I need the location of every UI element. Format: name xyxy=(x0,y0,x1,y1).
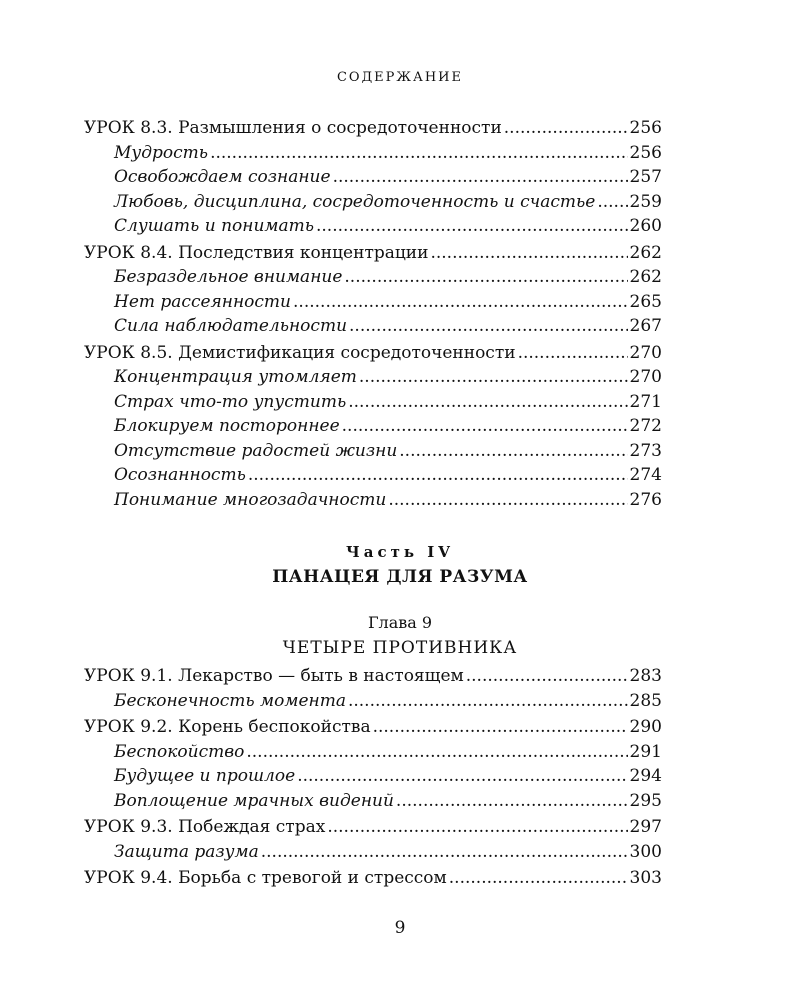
toc-leader-dots xyxy=(597,190,627,215)
toc-page-number: 270 xyxy=(629,367,662,387)
toc-subentry[interactable] xyxy=(84,165,662,190)
toc-lesson-entry[interactable] xyxy=(84,866,662,891)
page-number: 9 xyxy=(394,918,406,938)
toc-page-number: 267 xyxy=(629,316,662,336)
toc-subentry[interactable] xyxy=(84,214,662,239)
part-title: ПАНАЦЕЯ ДЛЯ РАЗУМА xyxy=(272,567,528,587)
toc-entry-title: Защита разума xyxy=(114,841,259,862)
toc-entry-title: Страх что-то упустить xyxy=(114,391,347,412)
toc-leader-dots xyxy=(388,488,627,513)
toc-entry-title: Освобождаем сознание xyxy=(114,167,331,187)
toc-lesson-entry[interactable] xyxy=(84,815,662,840)
toc-entry-title: Беспокойство xyxy=(114,741,245,762)
toc-leader-dots xyxy=(333,165,628,190)
toc-subentry[interactable] xyxy=(84,190,662,215)
toc-page-number: 256 xyxy=(629,142,662,163)
toc-page-number: 256 xyxy=(629,118,662,138)
toc-entry-title: Бесконечность момента xyxy=(114,690,346,711)
toc-page-number: 273 xyxy=(629,440,662,461)
toc-page-number: 291 xyxy=(629,741,662,762)
toc-page-number: 262 xyxy=(629,267,662,287)
toc-entry-title: УРОК 8.5. Демистификация сосредоточенности xyxy=(84,342,516,363)
chapter-label: Глава 9 xyxy=(367,613,433,632)
toc-leader-dots xyxy=(293,290,628,315)
toc-entry-title: УРОК 9.4. Борьба с тревогой и стрессом xyxy=(84,868,447,888)
toc-leader-dots xyxy=(327,815,627,840)
toc-leader-dots xyxy=(261,840,628,865)
running-head: СОДЕРЖАНИЕ xyxy=(336,70,464,85)
toc-page-number: 297 xyxy=(629,817,662,837)
toc-leader-dots xyxy=(316,214,628,239)
toc-page-number: 262 xyxy=(629,242,662,263)
toc-subentry[interactable] xyxy=(84,141,662,166)
toc-subentry[interactable] xyxy=(84,414,662,439)
toc-leader-dots xyxy=(349,314,628,339)
toc-list-lessons-9 xyxy=(84,664,662,891)
toc-page-number: 274 xyxy=(629,465,662,485)
toc-page-number: 290 xyxy=(629,717,662,737)
toc-leader-dots xyxy=(210,141,627,166)
toc-leader-dots xyxy=(504,116,628,141)
toc-subentry[interactable] xyxy=(84,789,662,814)
toc-leader-dots xyxy=(466,664,628,689)
toc-list-lessons-8 xyxy=(84,116,662,512)
toc-subentry[interactable] xyxy=(84,740,662,765)
toc-entry-title: Мудрость xyxy=(114,142,209,163)
toc-page-number: 294 xyxy=(629,766,662,786)
toc-leader-dots xyxy=(342,414,628,439)
toc-subentry[interactable] xyxy=(84,314,662,339)
toc-page-number: 300 xyxy=(629,841,662,862)
toc-leader-dots xyxy=(359,365,628,390)
toc-leader-dots xyxy=(297,764,627,789)
toc-page-number: 270 xyxy=(629,342,662,363)
toc-leader-dots xyxy=(373,715,628,740)
toc-leader-dots xyxy=(430,241,627,266)
toc-subentry[interactable] xyxy=(84,488,662,513)
toc-entry-title: УРОК 9.1. Лекарство — быть в настоящем xyxy=(84,666,464,686)
part-heading-block xyxy=(0,543,800,658)
toc-entry-title: Будущее и прошлое xyxy=(114,766,296,786)
toc-lesson-entry[interactable] xyxy=(84,664,662,689)
toc-entry-title: Блокируем постороннее xyxy=(114,416,340,436)
toc-page-number: 265 xyxy=(629,291,662,312)
toc-lesson-entry[interactable] xyxy=(84,341,662,366)
toc-page-number: 257 xyxy=(629,167,662,187)
toc-entry-title: Воплощение мрачных видений xyxy=(114,790,394,811)
toc-subentry[interactable] xyxy=(84,764,662,789)
toc-subentry[interactable] xyxy=(84,840,662,865)
toc-page-number: 285 xyxy=(629,690,662,711)
toc-leader-dots xyxy=(348,689,628,714)
toc-entry-title: Слушать и понимать xyxy=(114,216,314,236)
toc-lesson-entry[interactable] xyxy=(84,241,662,266)
toc-subentry[interactable] xyxy=(84,390,662,415)
toc-leader-dots xyxy=(399,439,627,464)
toc-leader-dots xyxy=(246,740,627,765)
toc-subentry[interactable] xyxy=(84,463,662,488)
toc-entry-title: Безраздельное внимание xyxy=(114,267,343,287)
part-label: Часть IV xyxy=(346,543,454,561)
toc-subentry[interactable] xyxy=(84,290,662,315)
toc-lesson-entry[interactable] xyxy=(84,116,662,141)
toc-leader-dots xyxy=(449,866,628,891)
toc-entry-title: Концентрация утомляет xyxy=(114,367,357,387)
toc-page-number: 303 xyxy=(629,868,662,888)
toc-leader-dots xyxy=(248,463,628,488)
toc-entry-title: УРОК 9.3. Побеждая страх xyxy=(84,817,326,837)
toc-entry-title: Сила наблюдательности xyxy=(114,316,348,336)
toc-entry-title: Любовь, дисциплина, сосредоточенность и счастье xyxy=(114,191,596,212)
toc-subentry[interactable] xyxy=(84,689,662,714)
toc-page-number: 271 xyxy=(629,391,662,412)
chapter-title: ЧЕТЫРЕ ПРОТИВНИКА xyxy=(282,638,518,658)
toc-entry-title: УРОК 9.2. Корень беспокойства xyxy=(84,717,371,737)
toc-leader-dots xyxy=(396,789,628,814)
toc-page-number: 283 xyxy=(629,666,662,686)
toc-entry-title: УРОК 8.4. Последствия концентрации xyxy=(84,242,429,263)
toc-page-number: 272 xyxy=(629,416,662,436)
toc-entry-title: Осознанность xyxy=(114,465,246,485)
toc-leader-dots xyxy=(348,390,627,415)
toc-entry-title: Отсутствие радостей жизни xyxy=(114,440,398,461)
toc-lesson-entry[interactable] xyxy=(84,715,662,740)
toc-subentry[interactable] xyxy=(84,365,662,390)
toc-page-number: 259 xyxy=(629,191,662,212)
toc-entry-title: Нет рассеянности xyxy=(114,291,292,312)
toc-page-number: 295 xyxy=(629,790,662,811)
toc-entry-title: УРОК 8.3. Размышления о сосредоточенности xyxy=(84,118,502,138)
toc-leader-dots xyxy=(344,265,627,290)
toc-leader-dots xyxy=(518,341,628,366)
toc-entry-title: Понимание многозадачности xyxy=(114,489,387,510)
toc-page-number: 276 xyxy=(629,489,662,510)
toc-page-number: 260 xyxy=(629,216,662,236)
toc-subentry[interactable] xyxy=(84,265,662,290)
toc-subentry[interactable] xyxy=(84,439,662,464)
